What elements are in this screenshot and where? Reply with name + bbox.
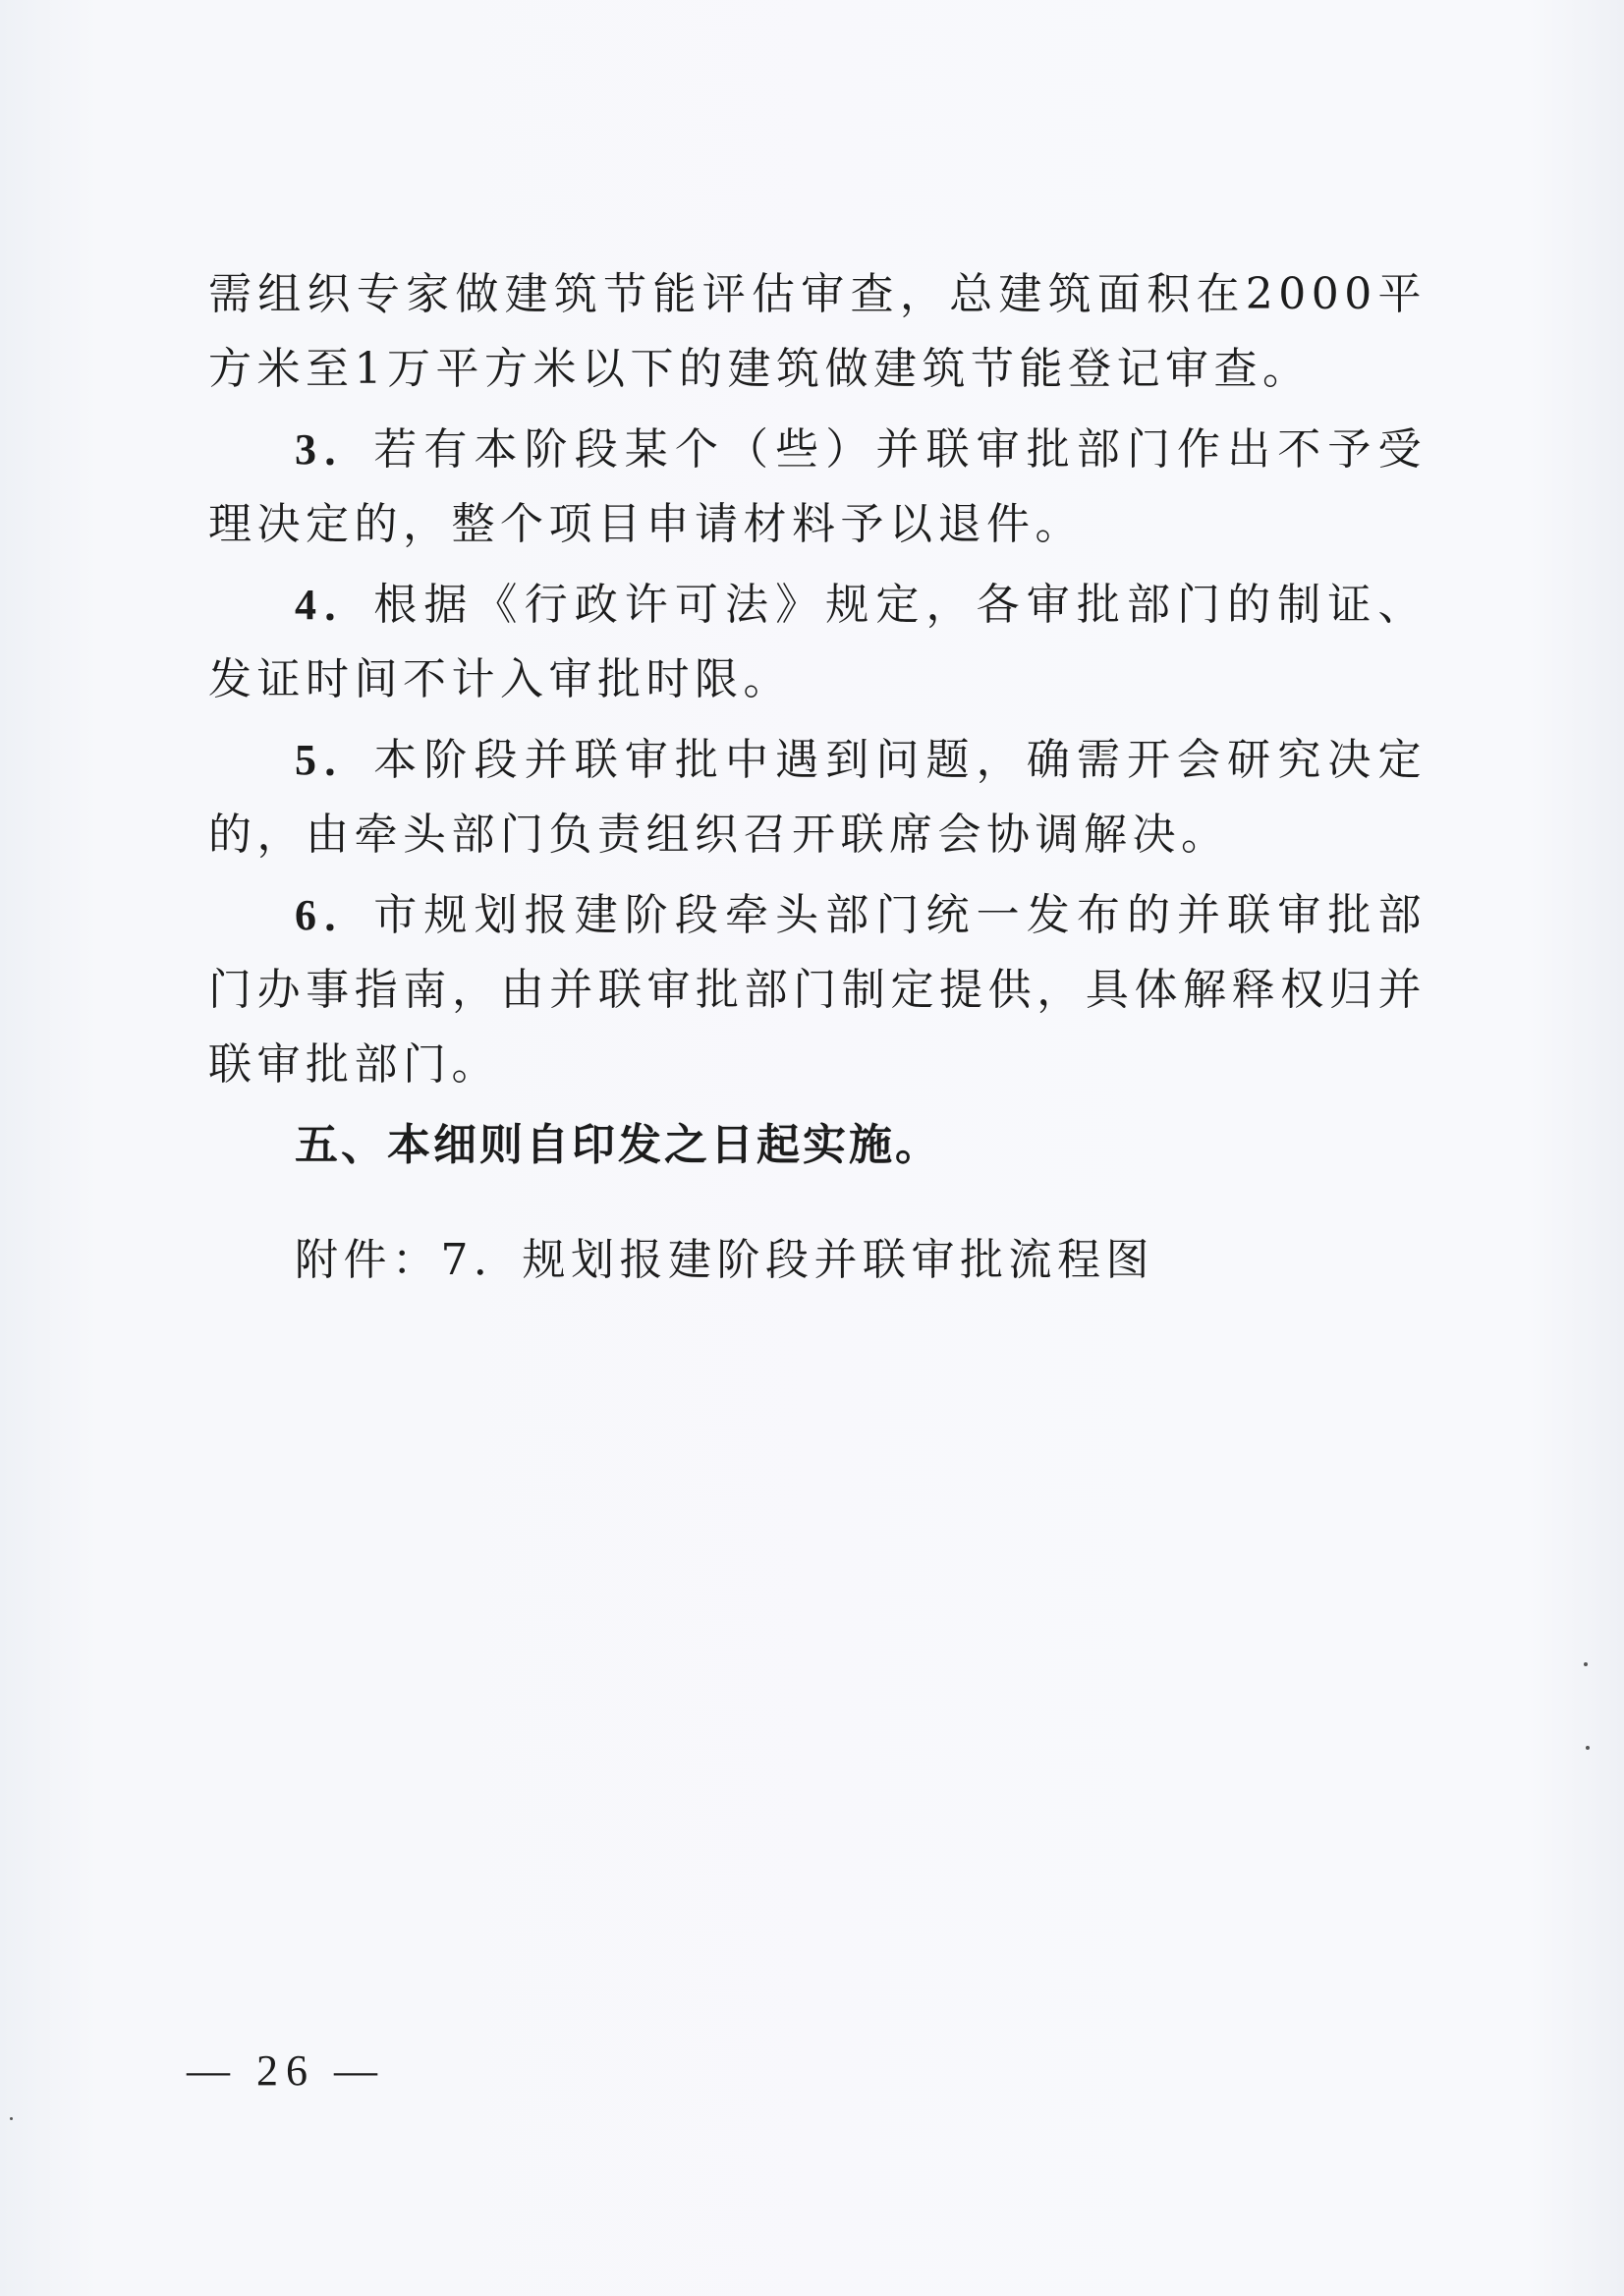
item-text: 若有本阶段某个（些）并联审批部门作出不予受理决定的，整个项目申请材料予以退件。 <box>208 424 1428 549</box>
scan-speck <box>1584 1662 1588 1666</box>
section-heading: 五、本细则自印发之日起实施。 <box>295 1120 941 1170</box>
item-text: 本阶段并联审批中遇到问题，确需开会研究决定的，由牵头部门负责组织召开联席会协调解决。 <box>208 735 1428 860</box>
paragraph-item-4 <box>208 568 1427 717</box>
paragraph-continuation: 需组织专家做建筑节能评估审查，总建筑面积在2000平方米至1万平方米以下的建筑做建筑节能登记审查。 <box>208 269 1427 394</box>
item-text: 市规划报建阶段牵头部门统一发布的并联审批部门办事指南，由并联审批部门制定提供，具体解释权归并联审批部门。 <box>208 890 1428 1090</box>
paragraph-item-6 <box>208 878 1427 1102</box>
item-number: 6． <box>295 891 374 939</box>
paragraph-item-5 <box>208 723 1427 872</box>
document-body <box>208 257 1427 1183</box>
scan-speck <box>1586 1746 1590 1750</box>
item-text: 根据《行政许可法》规定，各审批部门的制证、发证时间不计入审批时限。 <box>208 580 1428 704</box>
attachment-title: 规划报建阶段并联审批流程图 <box>522 1235 1154 1285</box>
attachment-line <box>295 1223 1154 1298</box>
attachment-number: 7． <box>440 1235 523 1285</box>
item-number: 3． <box>295 425 374 474</box>
item-number: 5． <box>295 736 374 784</box>
scan-speck <box>10 2117 13 2120</box>
page-number: — 26 — <box>187 2046 385 2095</box>
paragraph-item-3 <box>208 413 1427 562</box>
item-number: 4． <box>295 581 374 629</box>
attachment-label: 附件： <box>295 1235 441 1285</box>
